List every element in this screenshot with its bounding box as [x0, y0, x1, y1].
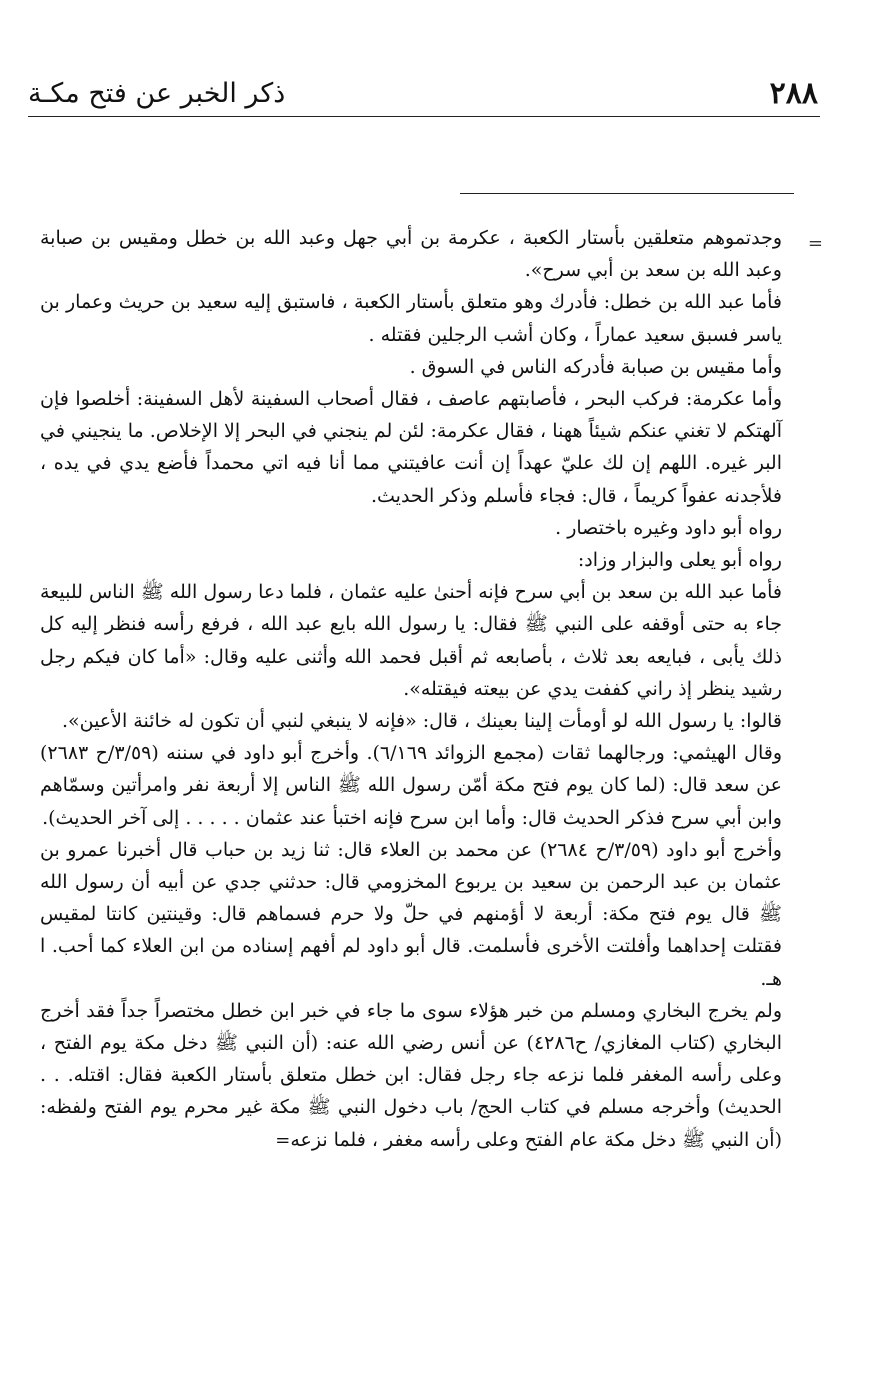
footnote-body	[40, 222, 782, 1157]
paragraph: وجدتموهم متعلقين بأستار الكعبة ، عكرمة بن أبي جهل وعبد الله بن خطل ومقيس بن صبابة وعبد الله بن سعد بن أبي سرح».	[40, 227, 782, 282]
page-number: ٢٨٨	[769, 76, 818, 111]
paragraph: وأخرج أبو داود (٣/٥٩/ح ٢٦٨٤) عن محمد بن العلاء قال: ثنا زيد بن حباب قال أخبرنا عمرو بن عثمان بن عبد الرحمن بن سعيد بن يربوع المخزومي قال: حدثني جدي عن أبيه أن رسول الله ﷺ قال يوم فتح مكة: أربعة لا أؤمنهم في حلّ ولا حرم فسماهم قال: وقينتين كانتا لمقيس فقتلت إحداهما وأفلتت الأخرى فأسلمت. قال أبو داود لم أفهم إسناده من ابن العلاء كما أحب. ا هـ.	[40, 838, 782, 990]
continuation-mark-start: =	[807, 233, 823, 254]
page-header	[28, 72, 818, 112]
footnote-separator-rule	[460, 193, 794, 194]
paragraph: رواه أبو يعلى والبزار وزاد:	[577, 549, 782, 572]
paragraph: رواه أبو داود وغيره باختصار .	[555, 516, 782, 539]
running-title: ذكر الخبر عن فتح مكـة	[28, 78, 286, 109]
header-rule	[28, 116, 820, 117]
paragraph: فأما عبد الله بن سعد بن أبي سرح فإنه أحنىٰ عليه عثمان ، فلما دعا رسول الله ﷺ الناس للبيعة جاء به حتى أوقفه على النبي ﷺ فقال: يا رسول الله بايع عبد الله ، فرفع رأسه فنظر إليه كل ذلك يأبى ، فبايعه بعد ثلاث ، بأصابعه ثم أقبل فحمد الله وأثنى عليه وقال: «أما كان فيكم رجل رشيد ينظر إذ راني كففت يدي عن بيعته فيقتله».	[40, 581, 782, 700]
paragraph-text: ولم يخرج البخاري ومسلم من خبر هؤلاء سوى ما جاء في خبر ابن خطل مختصراً جداً فقد أخرج البخاري (كتاب المغازي/ ح٤٢٨٦) عن أنس رضي الله عنه: (أن النبي ﷺ دخل مكة يوم الفتح ، وعلى رأسه المغفر فلما نزعه جاء رجل فقال: ابن خطل متعلق بأستار الكعبة فقال: اقتله. . . الحديث) وأخرجه مسلم في كتاب الحج/ باب دخول النبي ﷺ مكة غير محرم يوم الفتح ولفظه: (أن النبي ﷺ دخل مكة عام الفتح وعلى رأسه مغفر ، فلما نزعه	[40, 999, 783, 1151]
paragraph: قالوا: يا رسول الله لو أومأت إلينا بعينك ، قال: «فإنه لا ينبغي لنبي أن تكون له خائنة الأعين».	[61, 710, 782, 733]
paragraph: فأما عبد الله بن خطل: فأدرك وهو متعلق بأستار الكعبة ، فاستبق إليه سعيد بن حريث وعمار بن ياسر فسبق سعيد عماراً ، وكان أشب الرجلين فقتله .	[40, 291, 782, 346]
paragraph-last	[40, 995, 782, 1157]
continuation-mark-end: =	[275, 1129, 291, 1151]
paragraph: وأما عكرمة: فركب البحر ، فأصابتهم عاصف ، فقال أصحاب السفينة لأهل السفينة: أخلصوا فإن آلهتكم لا تغني عنكم شيئاً ههنا ، فقال عكرمة: لئن لم ينجني في البحر إلا الإخلاص. ما ينجيني في البر غيره. اللهم إن لك عليّ عهداً إن أنت عافيتني مما أنا فيه اتي محمداً فأضع يدي في يده ، فلأجدنه عفواً كريماً ، قال: فجاء فأسلم وذكر الحديث.	[40, 388, 782, 507]
paragraph: وقال الهيثمي: ورجالهما ثقات (مجمع الزوائد ٦/١٦٩). وأخرج أبو داود في سننه (٣/٥٩/ح ٢٦٨٣) عن سعد قال: (لما كان يوم فتح مكة أمّن رسول الله ﷺ الناس إلا أربعة نفر وامرأتين وسمّاهم وابن أبي سرح فذكر الحديث قال: وأما ابن سرح فإنه اختبأ عند عثمان . . . . . إلى آخر الحديث).	[40, 742, 782, 829]
paragraph: وأما مقيس بن صبابة فأدركه الناس في السوق .	[409, 355, 782, 378]
